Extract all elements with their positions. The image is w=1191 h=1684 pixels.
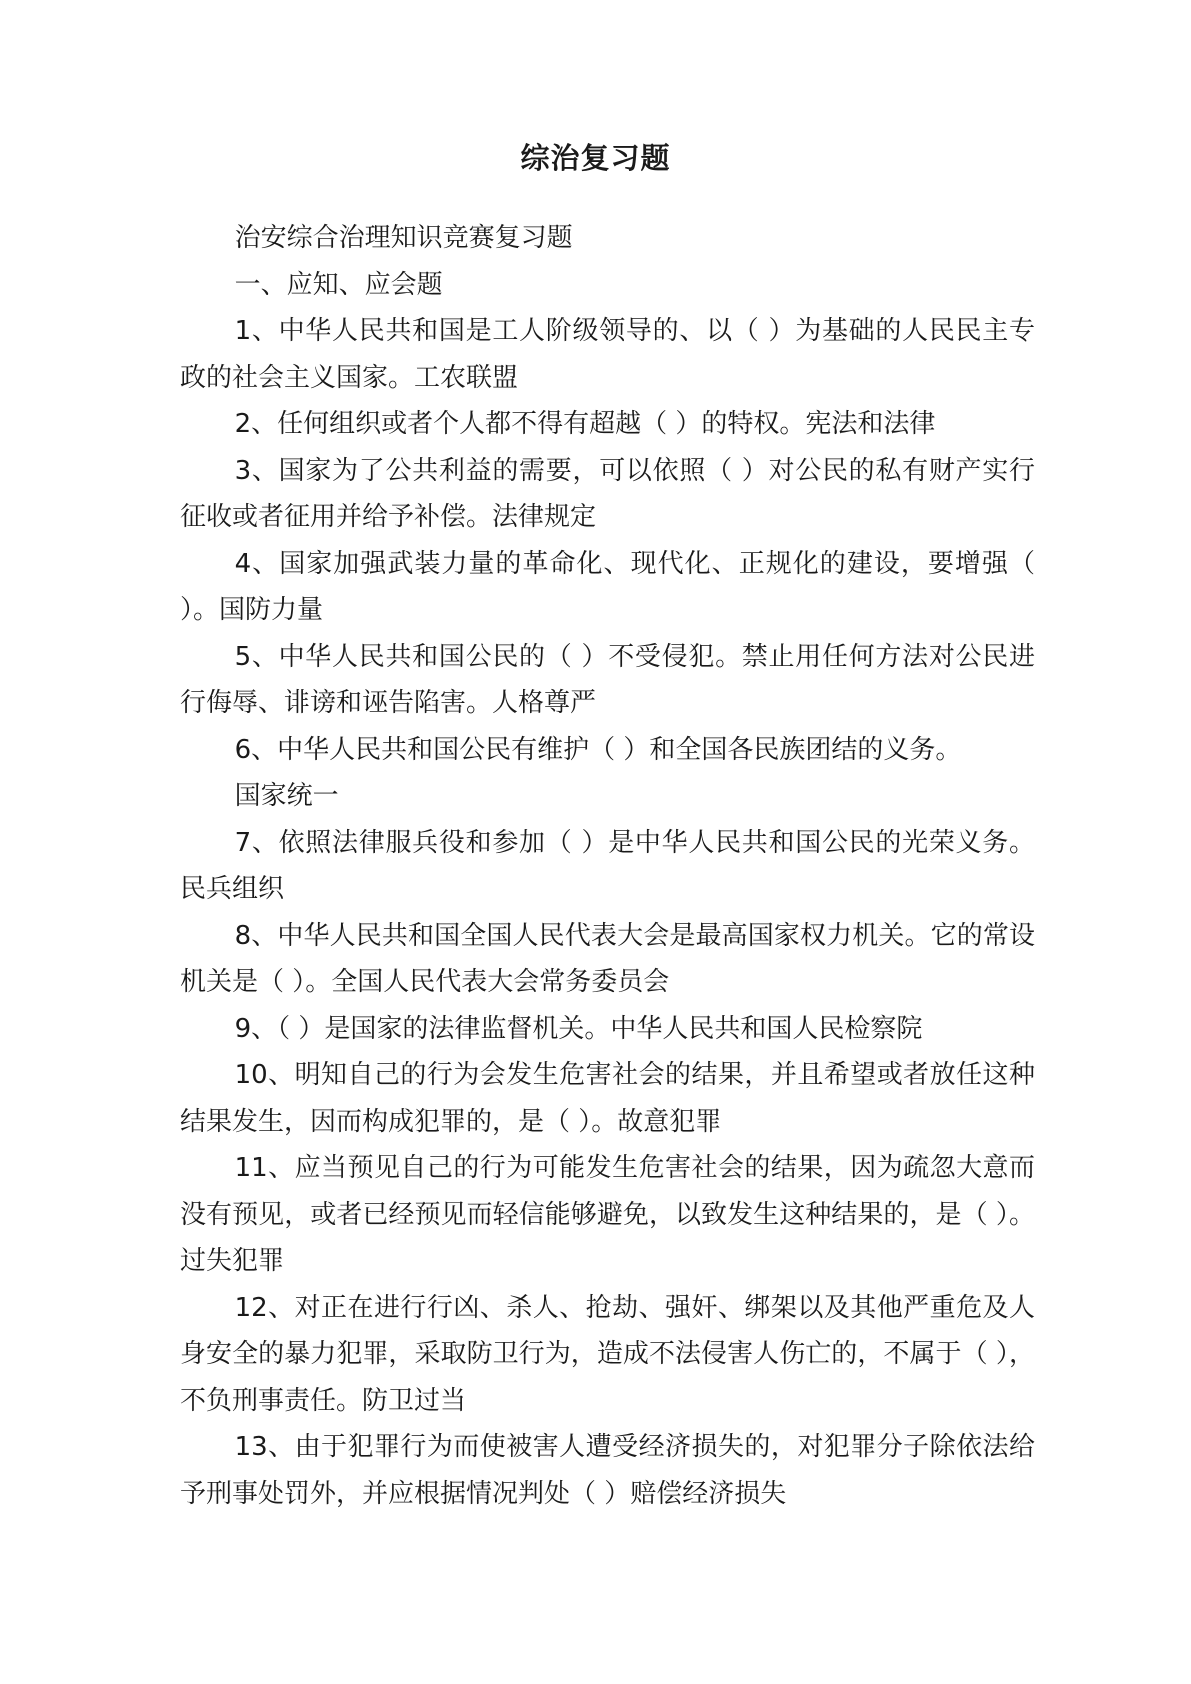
question-item (180, 1006, 1035, 1053)
document-title: 综治复习题 (520, 141, 671, 175)
question-item (180, 820, 1035, 913)
question-item (180, 448, 1035, 541)
document-body (180, 215, 1035, 1517)
question-answer: 国防力量 (219, 595, 324, 625)
question-item (180, 401, 1035, 448)
question-item (180, 1285, 1035, 1425)
document-subtitle: 治安综合治理知识竞赛复习题 (234, 223, 573, 253)
question-answer: 防卫过当 (362, 1385, 467, 1416)
question-answer: 中华人民共和国人民检察院 (610, 1013, 923, 1044)
question-text: 1、中华人民共和国是工人阶级领导的、以（ ）为基础的人民民主专政的社会主义国家。 (180, 316, 1035, 393)
question-item (180, 913, 1035, 1006)
question-answer: 民兵组织 (180, 874, 285, 904)
question-answer: 赔偿经济损失 (630, 1478, 787, 1509)
question-answer: 人格尊严 (492, 688, 597, 718)
question-text: 13、由于犯罪行为而使被害人遭受经济损失的，对犯罪分子除依法给予刑事处罚外，并应根据情况判处（ ） (180, 1432, 1035, 1509)
question-item (180, 541, 1035, 634)
question-text: 8、中华人民共和国全国人民代表大会是最高国家权力机关。它的常设机关是（ ）。 (180, 920, 1035, 997)
question-answer: 工农联盟 (414, 362, 519, 393)
question-answer: 故意犯罪 (617, 1106, 722, 1137)
question-item (180, 727, 1035, 774)
question-answer: 国家统一 (234, 781, 339, 811)
question-answer: 全国人民代表大会常务委员会 (331, 967, 670, 997)
question-item (180, 634, 1035, 727)
question-text: 7、依照法律服兵役和参加（ ）是中华人民共和国公民的光荣义务。 (234, 827, 1035, 858)
question-answer: 过失犯罪 (180, 1246, 285, 1276)
question-text: 10、明知自己的行为会发生危害社会的结果，并且希望或者放任这种结果发生，因而构成犯罪的，是（ ）。 (180, 1060, 1035, 1137)
question-text: 11、应当预见自己的行为可能发生危害社会的结果，因为疏忽大意而没有预见，或者已经预见而轻信能够避免，以致发生这种结果的，是（ ）。 (180, 1153, 1035, 1230)
question-text: 5、中华人民共和国公民的（ ）不受侵犯。禁止用任何方法对公民进行侮辱、诽谤和诬告陷害。 (180, 641, 1035, 718)
question-text: 3、国家为了公共利益的需要，可以依照（ ）对公民的私有财产实行征收或者征用并给予补偿。 (180, 455, 1035, 532)
question-text: 12、对正在进行行凶、杀人、抢劫、强奸、绑架以及其他严重危及人身安全的暴力犯罪，采取防卫行为，造成不法侵害人伤亡的，不属于（ ），不负刑事责任。 (180, 1292, 1035, 1416)
question-item (180, 1145, 1035, 1285)
question-text: 6、中华人民共和国公民有维护（ ）和全国各民族团结的义务。 (234, 734, 962, 765)
question-answer-line (180, 773, 1035, 820)
question-text: 4、国家加强武装力量的革命化、现代化、正规化的建设，要增强（ ）。 (180, 548, 1035, 625)
question-answer: 宪法和法律 (805, 409, 936, 439)
question-item (180, 308, 1035, 401)
question-answer: 法律规定 (492, 502, 597, 532)
question-item (180, 1052, 1035, 1145)
question-text: 9、（ ）是国家的法律监督机关。 (234, 1013, 611, 1044)
question-item (180, 1424, 1035, 1517)
question-text: 2、任何组织或者个人都不得有超越（ ）的特权。 (234, 409, 806, 439)
section-heading: 一、应知、应会题 (234, 269, 443, 300)
